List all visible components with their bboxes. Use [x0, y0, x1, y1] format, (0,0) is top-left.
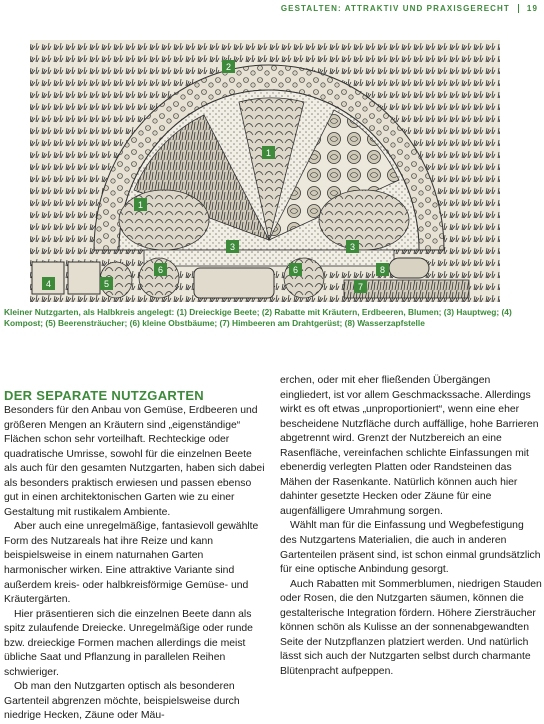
marker-5: [100, 277, 113, 290]
water-tap-basin: [389, 258, 429, 278]
page-number: 19: [526, 4, 538, 13]
marker-label: 1: [137, 200, 144, 210]
marker-1-left: [134, 198, 147, 211]
marker-label: 6: [292, 265, 299, 275]
marker-1-right: [262, 146, 275, 159]
body-paragraph: Hier präsentieren sich die einzelnen Beete dann als spitz zulaufende Dreiecke. Unregelmäßige oder runde bzw. dreieckige Formen machen allerdings die meist übliche Saat und Pflanzung in parallelen Reihen schwieriger.: [4, 608, 253, 678]
section-heading: DER SEPARATE NUTZGARTEN: [4, 388, 204, 403]
marker-label: 4: [45, 279, 52, 289]
marker-label: 5: [103, 279, 110, 289]
marker-7: [354, 280, 367, 293]
marker-label: 7: [357, 282, 364, 292]
body-column-right: [280, 374, 542, 679]
body-paragraph: Auch Rabatten mit Sommerblumen, niedrigen Stauden oder Rosen, die den Nutzgarten säumen, können die gestalterische Integration fördern. Höhere Ziersträucher können schön als Kulisse an der sonnenabgewandten Seite der Nutzpflanzen platziert werden. Und natürlich lässt sich auch der Nutzgarten selbst durch charmante Blütenpracht aufpeppen.: [280, 578, 542, 677]
body-paragraph: Aber auch eine unregelmäßige, fantasievoll gewählte Form des Nutzareals hat ihre Reize und kann beispielsweise in einem naturnahen Garten harmonischer wirken. Eine attraktive Variante sind außerdem kreis- oder halbkreisförmige Gemüse- und Kräutergärten.: [4, 521, 259, 606]
marker-label: 2: [225, 62, 232, 72]
marker-3-left: [226, 240, 239, 253]
compost-bin-right: [68, 262, 100, 294]
marker-6-left: [154, 263, 167, 276]
body-column-left: [4, 404, 266, 724]
garden-bench: [194, 268, 274, 298]
garden-plan-illustration: [4, 40, 544, 305]
marker-4: [42, 277, 55, 290]
running-head-divider: [518, 4, 519, 13]
body-paragraph: erchen, oder mit eher fließenden Übergängen eingliedert, ist vor allem Geschmackssache. Allerdings wirkt es oft etwas „unproportioniert“, wenn eine eher bescheidene Nutzfläche durch auffällige, hohe Barrieren abgetrennt wird. Grenzt der Nutzbereich an eine Rasenfläche, vereinfachen schlichte Einfassungen mit ebenerdig verlegten Platten oder Randsteinen das Mähen der Rasenkante. Natürlich können auch hier dahinter gesetzte Hecken oder Zäune für eine augenfälligere Umrahmung sorgen.: [280, 375, 539, 517]
garden-plan-svg: [4, 40, 544, 305]
marker-label: 1: [265, 148, 272, 158]
marker-label: 6: [157, 265, 164, 275]
marker-label: 8: [379, 265, 386, 275]
shrub-bed-left: [119, 190, 209, 250]
running-head-section: GESTALTEN: ATTRAKTIV UND PRAXISGERECHT: [280, 4, 510, 13]
body-paragraph: Wählt man für die Einfassung und Wegbefestigung des Nutzgartens Materialien, die auch in anderen Gartenteilen präsent sind, ist schon einmal grundsätzlich für eine optische Anbindung gesorgt.: [280, 520, 541, 576]
marker-2: [222, 60, 235, 73]
body-paragraph: Besonders für den Anbau von Gemüse, Erdbeeren und größeren Mengen an Kräutern sind „eigenständige“ Flächen schon sehr vorteilhaft. Rechteckige oder quadratische Umrisse, sowohl für die einzelnen Beete als auch für den gesamten Nutzgarten, haben sich dabei als besonders praktisch erwiesen und passen ebenso gut in einen architektonischen Garten wie zu einer Gestaltung mit rustikalem Ambiente.: [4, 405, 265, 518]
body-paragraph: Ob man den Nutzgarten optisch als besonderen Gartenteil abgrenzen möchte, beispielsweise durch niedrige Hecken, Zäune oder Mäu-: [4, 681, 240, 722]
marker-3-right: [346, 240, 359, 253]
marker-label: 3: [229, 242, 236, 252]
marker-6-right: [289, 263, 302, 276]
shrub-bed-right: [319, 190, 409, 250]
marker-label: 3: [349, 242, 356, 252]
marker-8: [376, 263, 389, 276]
running-head: [281, 4, 538, 13]
figure-caption: Kleiner Nutzgarten, als Halbkreis angelegt: (1) Dreieckige Beete; (2) Rabatte mit Kräutern, Erdbeeren, Blumen; (3) Hauptweg; (4) Kompost; (5) Beerensträucher; (6) kleine Obstbäume; (7) Himbeeren am Drahtgerüst; (8) Wasserzapfstelle: [4, 307, 512, 328]
